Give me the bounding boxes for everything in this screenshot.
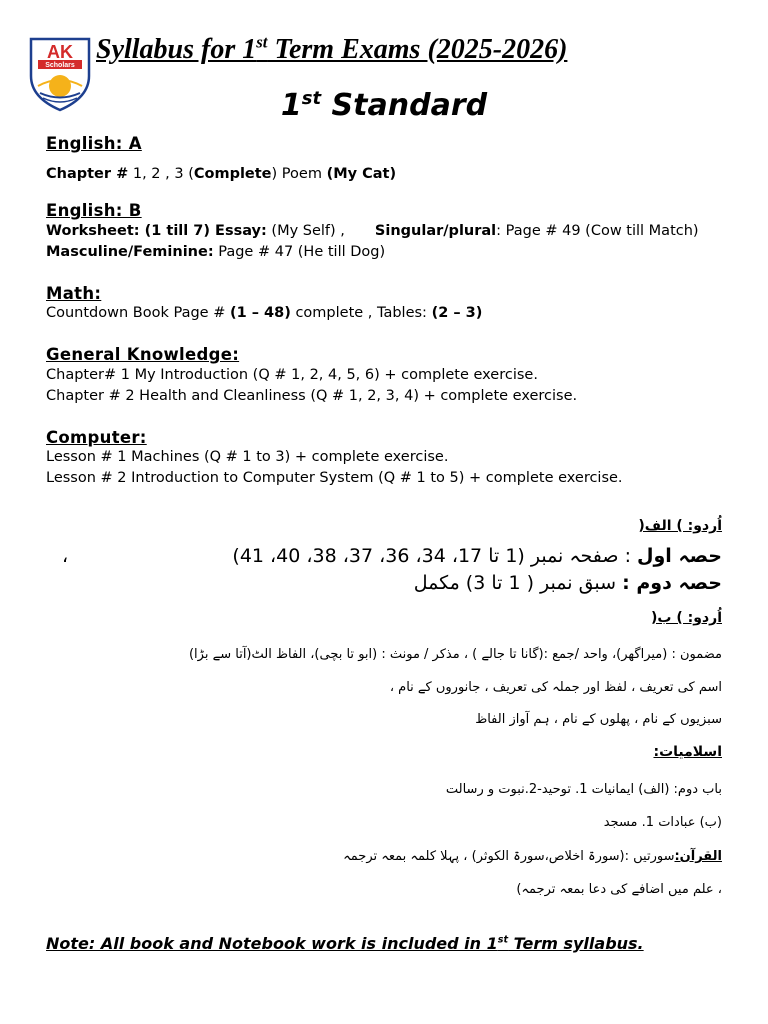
urdu-a-line-1: حصہ اول : صفحہ نمبر (1 تا 17، 34، 36، 37، 38، 40، 41) bbox=[232, 545, 722, 567]
computer-line-2: Lesson # 2 Introduction to Computer System (Q # 1 to 5) + complete exercise. bbox=[46, 470, 623, 486]
islamiat-line-3: القرآن:سورتیں :(سورۃ اخلاص،سورۃ الکوثر) ، پہلا کلمہ بمعہ ترجمہ bbox=[343, 849, 722, 864]
english-b-line-1: Worksheet: (1 till 7) Essay: (My Self) , Singular/plural: Page # 49 (Cow till Match) bbox=[46, 223, 699, 239]
logo-subtitle: Scholars bbox=[45, 62, 75, 69]
english-a-line: Chapter # 1, 2 , 3 (Complete) Poem (My Cat) bbox=[46, 166, 397, 182]
urdu-a-line-2: حصہ دوم : سبق نمبر ( 1 تا 3) مکمل bbox=[413, 572, 722, 594]
standard-heading: 1st Standard bbox=[280, 88, 488, 123]
urdu-a-comma: ، bbox=[62, 545, 69, 567]
logo-letters: AK bbox=[47, 42, 73, 62]
english-b-heading: English: B bbox=[46, 201, 142, 220]
computer-line-1: Lesson # 1 Machines (Q # 1 to 3) + complete exercise. bbox=[46, 449, 449, 465]
english-a-heading: English: A bbox=[46, 134, 142, 153]
urdu-b-line-3: سبزیوں کے نام ، پھلوں کے نام ، ہم آواز الفاظ bbox=[475, 712, 722, 727]
computer-heading: Computer: bbox=[46, 428, 147, 447]
islamiat-line-2: (ب) عبادات 1. مسجد bbox=[603, 815, 722, 830]
gk-heading: General Knowledge: bbox=[46, 345, 240, 364]
islamiat-heading: اسلامیات: bbox=[653, 744, 722, 760]
math-heading: Math: bbox=[46, 284, 102, 303]
islamiat-line-1: باب دوم: (الف) ایمانیات 1. توحید-2.نبوت و رسالت bbox=[445, 782, 722, 797]
page-title: Syllabus for 1st Term Exams (2025-2026) bbox=[96, 32, 568, 65]
urdu-b-heading: اُردو: ) ب( bbox=[651, 610, 722, 626]
urdu-a-heading: اُردو: ) الف( bbox=[638, 518, 722, 534]
english-b-line-2: Masculine/Feminine: Page # 47 (He till Dog) bbox=[46, 244, 386, 260]
islamiat-line-4: ، علم میں اضافے کی دعا بمعہ ترجمہ) bbox=[516, 882, 722, 897]
urdu-b-line-2: اسم کی تعریف ، لفظ اور جملہ کی تعریف ، جانوروں کے نام ، bbox=[389, 680, 722, 695]
syllabus-note: Note: All book and Notebook work is included in 1st Term syllabus. bbox=[46, 934, 644, 953]
gk-line-2: Chapter # 2 Health and Cleanliness (Q # 1, 2, 3, 4) + complete exercise. bbox=[46, 388, 578, 404]
math-line: Countdown Book Page # (1 – 48) complete , Tables: (2 – 3) bbox=[46, 305, 483, 321]
urdu-b-line-1: مضمون : (میراگھر)، واحد /جمع :(گانا تا جالے ) ، مذکر / مونث : (ابو تا بچی)، الفاظ الٹ(آتا سے بڑا) bbox=[188, 647, 722, 662]
gk-line-1: Chapter# 1 My Introduction (Q # 1, 2, 4, 5, 6) + complete exercise. bbox=[46, 367, 538, 383]
